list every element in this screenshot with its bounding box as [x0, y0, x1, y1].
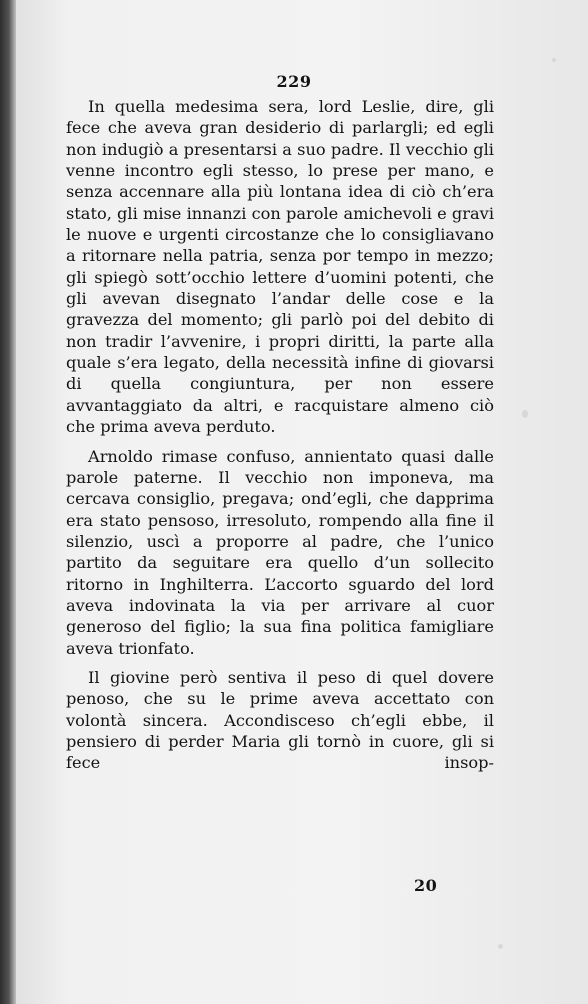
paragraph-2: Arnoldo rimase confuso, annientato quasi dalle parole paterne. Il vecchio non imponeva, ma cercava consiglio, pregava; ond’egli, che dapprima era stato pensoso, irresoluto, rompendo alla fine il silenzio, uscì a proporre al padre, che l’unico partito da seguitare era quello d’un sollecito ritorno in Inghilterra. L’accorto sguardo del lord aveva indovinata la via per arrivare al cuor generoso del figlio; la sua fina politica famigliare aveva trionfato.: [66, 446, 494, 658]
paper-speck: [552, 58, 556, 62]
page-number: 229: [276, 72, 312, 91]
paper-speck: [498, 944, 503, 949]
page-spine-shadow: [0, 0, 16, 1004]
paper-speck: [522, 410, 528, 418]
paragraph-3: Il giovine però sentiva il peso di quel dovere penoso, che su le prime aveva accettato con volontà sincera. Accondisceso ch’egli ebbe, il pensiero di perder Maria gli tornò in cuore, gli si fece insop-: [66, 667, 494, 773]
signature-mark: 20: [414, 876, 438, 895]
body-text: [66, 96, 494, 782]
paragraph-1: In quella medesima sera, lord Leslie, dire, gli fece che aveva gran desiderio di parlargli; ed egli non indugiò a presentarsi a suo padre. Il vecchio gli venne incontro egli stesso, lo prese per mano, e senza accennare alla più lontana idea di ciò ch’era stato, gli mise innanzi con parole amichevoli e gravi le nuove e urgenti circostanze che lo consigliavano a ritornare nella patria, senza por tempo in mezzo; gli spiegò sott’occhio lettere d’uomini potenti, che gli avevan disegnato l’andar delle cose e la gravezza del momento; gli parlò poi del debito di non tradir l’avvenire, i propri diritti, la parte alla quale s’era legato, della necessità infine di giovarsi di quella congiuntura, per non essere avvantaggiato da altri, e racquistare almeno ciò che prima aveva perduto.: [66, 97, 494, 437]
